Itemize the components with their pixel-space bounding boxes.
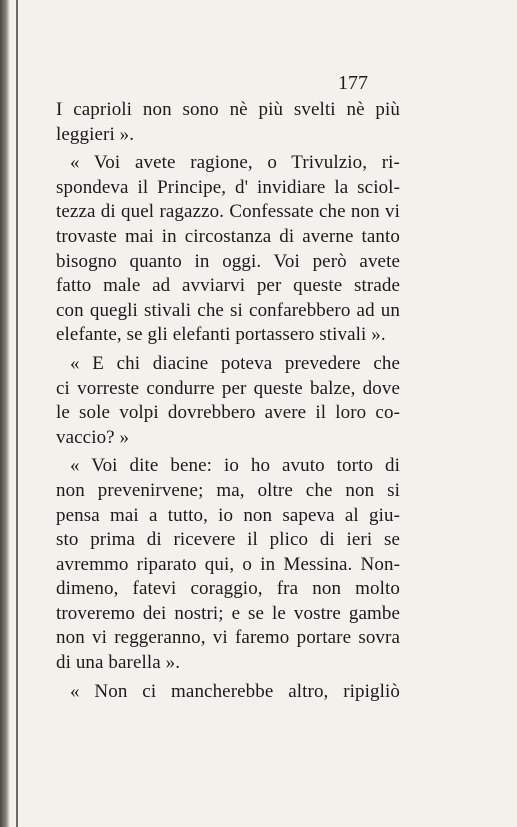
text-line: sto prima di ricevere il plico di ieri se bbox=[56, 529, 400, 551]
text-line: fatto male ad avviarvi per queste strade bbox=[56, 275, 400, 297]
text-line: avremmo riparato qui, o in Messina. Non- bbox=[56, 553, 400, 575]
text-line: pensa mai a tutto, io non sapeva al giu- bbox=[56, 504, 400, 526]
text-line: elefante, se gli elefanti portassero stivali ». bbox=[56, 324, 386, 346]
paragraph bbox=[56, 680, 400, 705]
text-line: di una barella ». bbox=[56, 652, 181, 674]
text-line: « Non ci mancherebbe altro, ripigliò bbox=[70, 680, 400, 702]
book-spine-shadow bbox=[0, 0, 10, 827]
text-line: ci vorreste condurre per queste balze, dove bbox=[56, 377, 400, 399]
text-line: leggieri ». bbox=[56, 123, 135, 145]
text-line: « Voi dite bene: io ho avuto torto di bbox=[70, 455, 400, 477]
page-gutter-line bbox=[16, 0, 18, 827]
text-line: tezza di quel ragazzo. Confessate che non vi bbox=[56, 201, 400, 223]
text-line: vaccio? » bbox=[56, 426, 130, 448]
text-line: non vi reggeranno, vi faremo portare sovra bbox=[56, 627, 400, 649]
paragraph bbox=[56, 151, 400, 348]
text-line: dimeno, fatevi coraggio, fra non molto bbox=[56, 578, 400, 600]
text-line: bisogno quanto in oggi. Voi però avete bbox=[56, 250, 400, 272]
text-line: spondeva il Principe, d' invidiare la sciol- bbox=[56, 176, 400, 198]
text-line: « E chi diacine poteva prevedere che bbox=[70, 352, 400, 374]
text-line: « Voi avete ragione, o Trivulzio, ri- bbox=[70, 152, 400, 174]
page-number: 177 bbox=[338, 72, 368, 94]
text-line: non prevenirvene; ma, oltre che non si bbox=[56, 479, 400, 501]
paragraph bbox=[56, 454, 400, 675]
text-line: I caprioli non sono nè più svelti nè più bbox=[56, 99, 400, 120]
text-line: con quegli stivali che si confarebbero ad un bbox=[56, 299, 400, 321]
page-text-block bbox=[56, 70, 400, 704]
text-line: trovaste mai in circostanza di averne tanto bbox=[56, 225, 400, 247]
paragraph bbox=[56, 98, 400, 147]
paragraph bbox=[56, 352, 400, 450]
text-line: le sole volpi dovrebbero avere il loro co- bbox=[56, 402, 400, 424]
text-line: troveremo dei nostri; e se le vostre gambe bbox=[56, 602, 400, 624]
